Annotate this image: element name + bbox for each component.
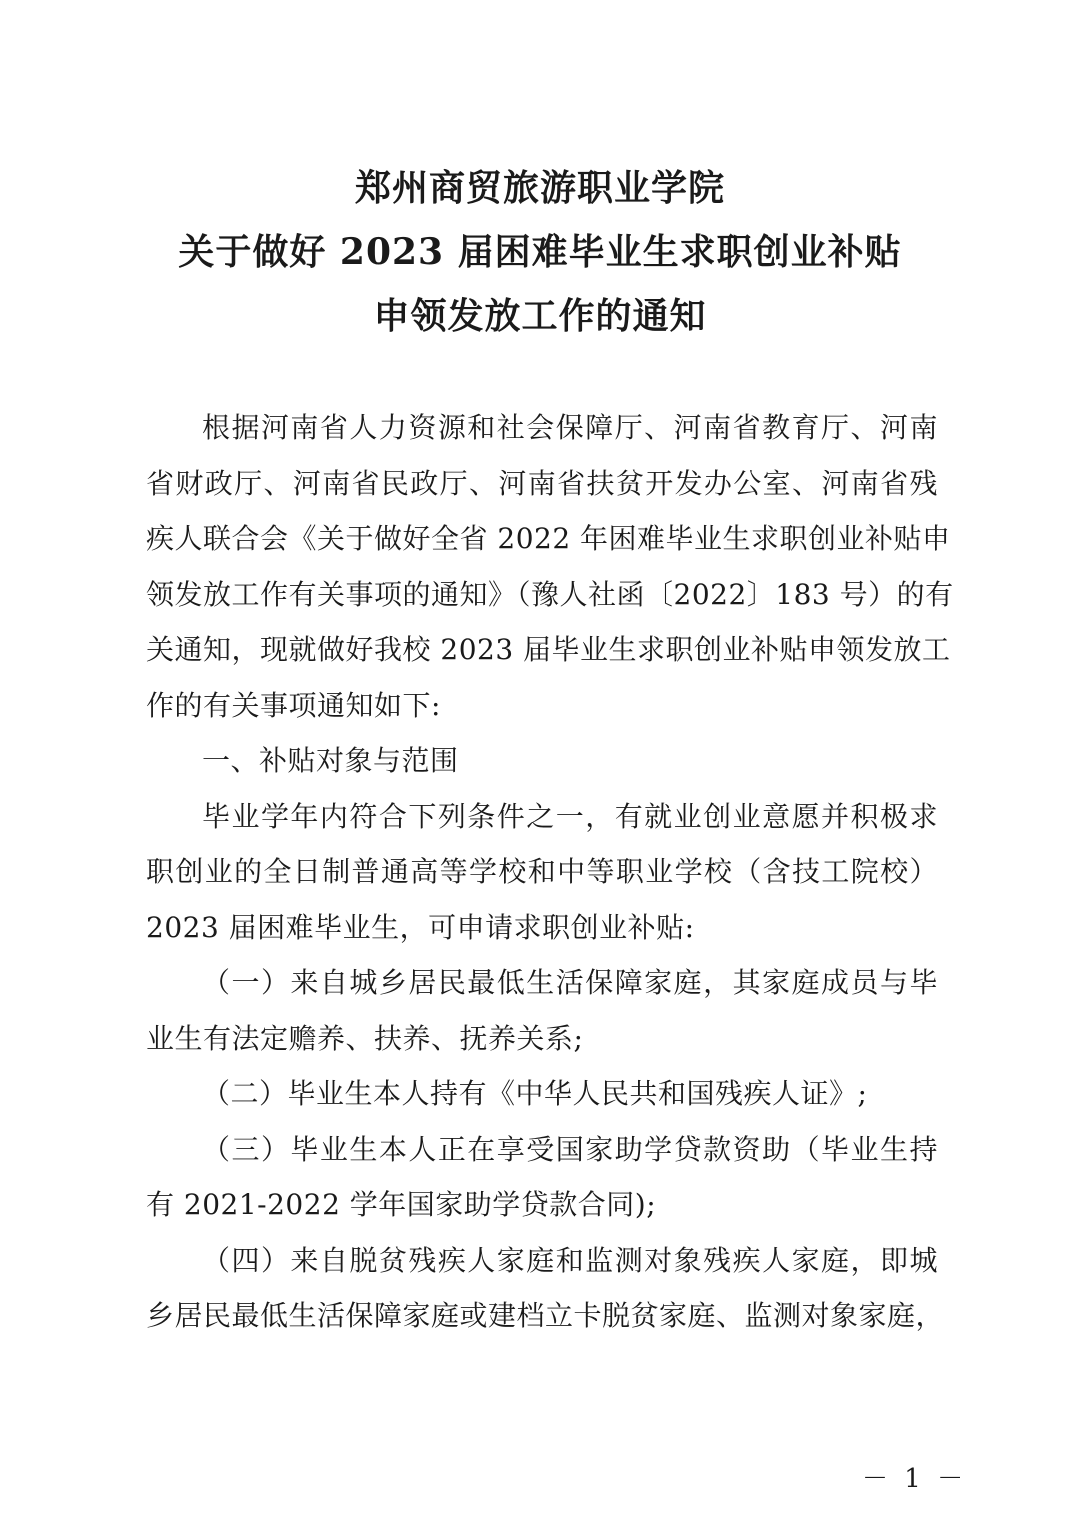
title-line-1: 郑州商贸旅游职业学院 [354, 167, 725, 209]
list-item: （四）来自脱贫残疾人家庭和监测对象残疾人家庭，即城 [202, 1243, 938, 1277]
body-line: 乡居民最低生活保障家庭或建档立卡脱贫家庭、监测对象家庭， [146, 1299, 945, 1332]
title-line-2: 关于做好 2023 届困难毕业生求职创业补贴 [178, 231, 902, 273]
list-item: （一）来自城乡居民最低生活保障家庭，其家庭成员与毕 [202, 966, 938, 999]
document-body [146, 400, 954, 1344]
body-line: 职创业的全日制普通高等学校和中等职业学校（含技工院校） [146, 855, 938, 888]
body-line: 省财政厅、河南省民政厅、河南省扶贫开发办公室、河南省残 [146, 466, 938, 500]
list-item: （二）毕业生本人持有《中华人民共和国残疾人证》; [202, 1077, 868, 1110]
body-line: 根据河南省人力资源和社会保障厅、河南省教育厅、河南 [202, 411, 938, 444]
body-line: 有 2021-2022 学年国家助学贷款合同); [146, 1188, 657, 1221]
page-number: － 1 － [862, 1464, 968, 1494]
body-line: 作的有关事项通知如下: [146, 688, 441, 722]
body-line: 2023 届困难毕业生，可申请求职创业补贴: [146, 910, 695, 944]
title-line-3: 申领发放工作的通知 [373, 295, 707, 337]
body-line: 疾人联合会《关于做好全省 2022 年困难毕业生求职创业补贴申 [146, 522, 951, 555]
body-line: 领发放工作有关事项的通知》（豫人社函〔2022〕183 号）的有 [146, 577, 954, 611]
body-line: 业生有法定赡养、扶养、抚养关系; [146, 1021, 584, 1055]
list-item: （三）毕业生本人正在享受国家助学贷款资助（毕业生持 [202, 1132, 938, 1166]
section-heading: 一、补贴对象与范围 [202, 744, 459, 777]
document-title [0, 156, 1080, 348]
body-line: 关通知，现就做好我校 2023 届毕业生求职创业补贴申领发放工 [146, 633, 951, 666]
body-line: 毕业学年内符合下列条件之一，有就业创业意愿并积极求 [202, 799, 938, 833]
